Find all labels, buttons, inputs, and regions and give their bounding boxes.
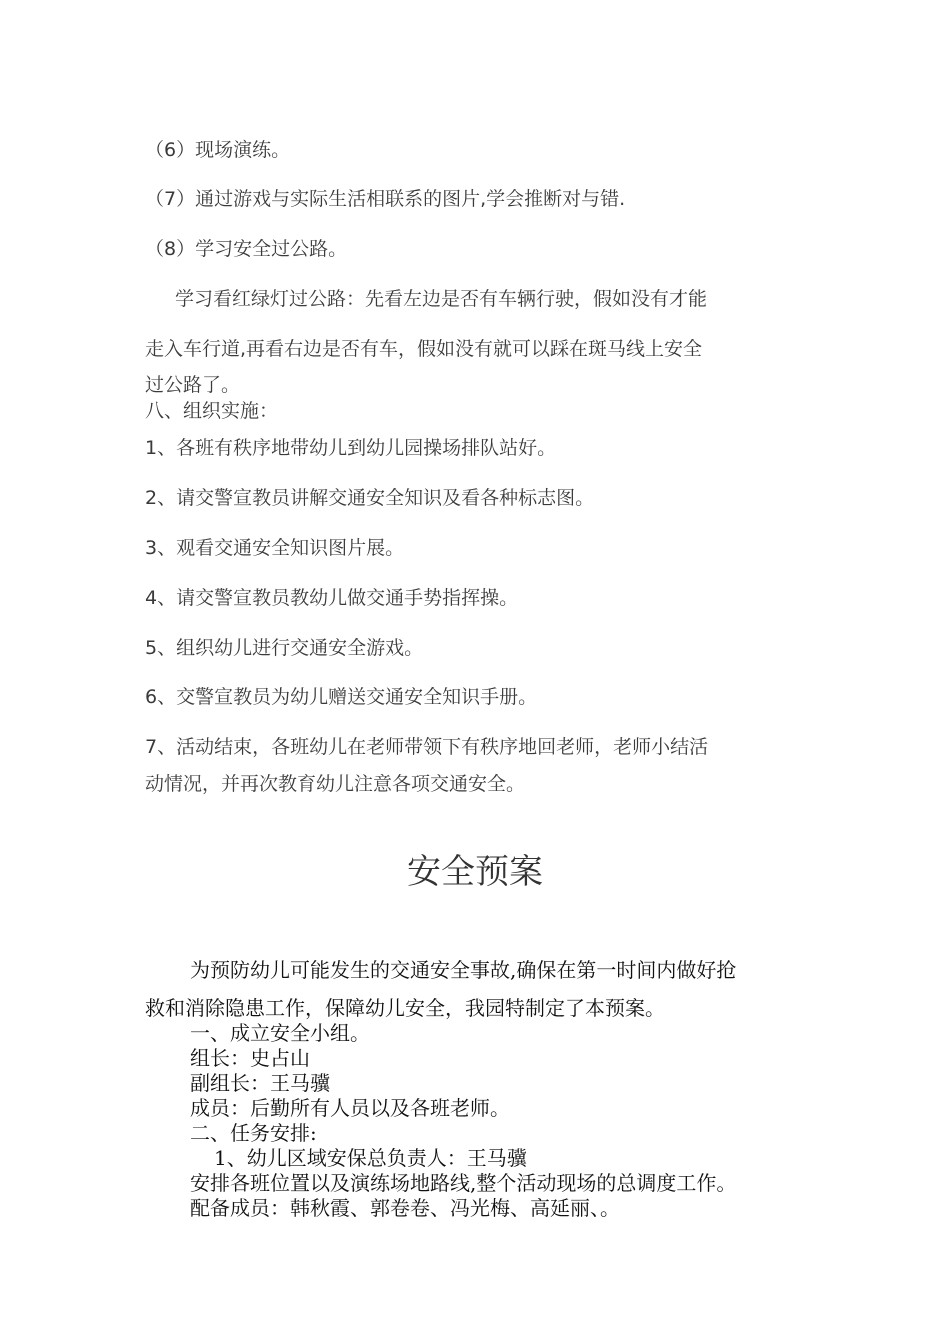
item-8: （8）学习安全过公路。 <box>145 238 348 260</box>
task-1-members: 配备成员：韩秋霞、郭卷卷、冯光梅、高延丽、。 <box>190 1196 620 1220</box>
members: 成员：后勤所有人员以及各班老师。 <box>190 1096 510 1120</box>
paragraph-line-1: 学习看红绿灯过公路：先看左边是否有车辆行驶，假如没有才能 <box>175 288 708 310</box>
item-7: （7）通过游戏与实际生活相联系的图片,学会推断对与错. <box>145 188 626 210</box>
step-4: 4、请交警宣教员教幼儿做交通手势指挥操。 <box>145 587 519 609</box>
intro-line-1: 为预防幼儿可能发生的交通安全事故,确保在第一时间内做好抢 <box>190 958 737 982</box>
task-1: 1、幼儿区域安保总负责人：王马骥 <box>214 1146 527 1170</box>
item-6: （6）现场演练。 <box>145 139 291 161</box>
task-heading: 二、任务安排: <box>190 1121 317 1145</box>
step-5: 5、组织幼儿进行交通安全游戏。 <box>145 637 424 659</box>
step-3: 3、观看交通安全知识图片展。 <box>145 537 405 559</box>
step-7-line-1: 7、活动结束，各班幼儿在老师带领下有秩序地回老师，老师小结活 <box>145 736 709 758</box>
page-title: 安全预案 <box>407 852 543 892</box>
step-7-line-2: 动情况，并再次教育幼儿注意各项交通安全。 <box>145 773 526 795</box>
step-1: 1、各班有秩序地带幼儿到幼儿园操场排队站好。 <box>145 437 557 459</box>
section-heading-organize: 八、组织实施： <box>145 400 279 422</box>
deputy-leader: 副组长：王马骥 <box>190 1071 330 1095</box>
step-6: 6、交警宣教员为幼儿赠送交通安全知识手册。 <box>145 686 538 708</box>
group-heading: 一、成立安全小组。 <box>190 1021 370 1045</box>
task-1-detail: 安排各班位置以及演练场地路线,整个活动现场的总调度工作。 <box>190 1171 737 1195</box>
paragraph-line-2: 走入车行道,再看右边是否有车，假如没有就可以踩在斑马线上安全 <box>145 338 703 360</box>
intro-line-2: 救和消除隐患工作，保障幼儿安全，我园特制定了本预案。 <box>145 996 665 1020</box>
paragraph-line-3: 过公路了。 <box>145 374 241 396</box>
group-leader: 组长：史占山 <box>190 1046 310 1070</box>
step-2: 2、请交警宣教员讲解交通安全知识及看各种标志图。 <box>145 487 595 509</box>
